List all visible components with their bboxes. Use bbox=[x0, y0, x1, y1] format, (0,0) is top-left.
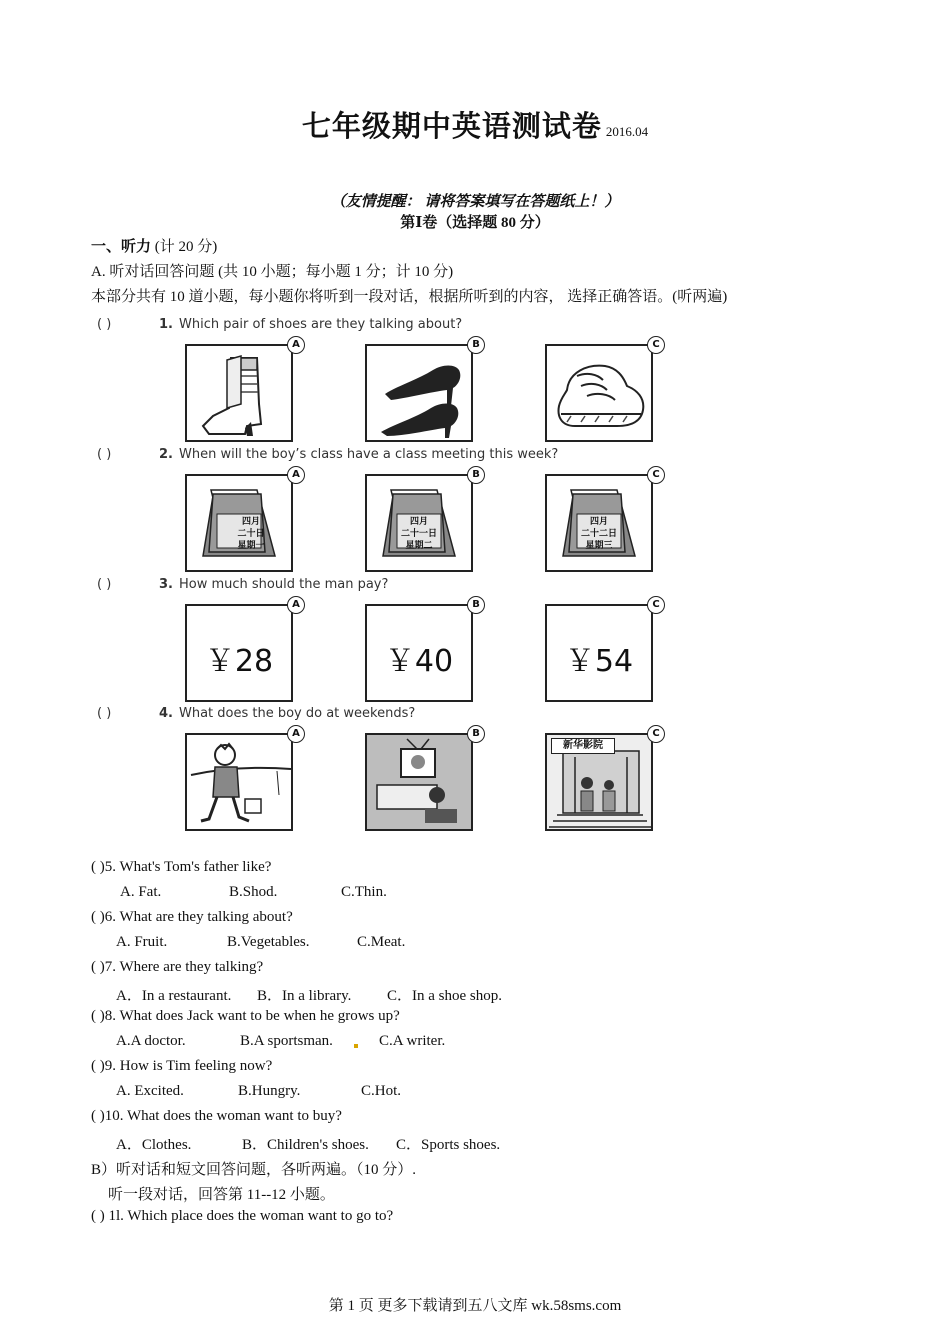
option-label: A bbox=[287, 336, 305, 354]
q7-option-a[interactable]: A．In a restaurant. bbox=[116, 988, 232, 1004]
q9-option-a[interactable]: A. Excited. bbox=[116, 1083, 184, 1099]
option-label: B bbox=[467, 596, 485, 614]
calendar-page bbox=[577, 516, 621, 552]
q7-option-b[interactable]: B．In a library. bbox=[257, 988, 352, 1004]
question-6: ( )6. What are they talking about? bbox=[91, 909, 293, 925]
exam-date: 2016.04 bbox=[605, 124, 649, 139]
q10-option-b[interactable]: B．Children's shoes. bbox=[242, 1137, 369, 1153]
q6-option-a[interactable]: A. Fruit. bbox=[116, 934, 168, 950]
question-10: ( )10. What does the woman want to buy? bbox=[91, 1108, 342, 1124]
option-picture-1b[interactable] bbox=[365, 339, 480, 442]
price-label: ￥54 bbox=[564, 644, 634, 679]
answer-blank[interactable]: ( ) bbox=[97, 706, 112, 721]
option-picture-1c[interactable] bbox=[545, 339, 660, 442]
page-title-line bbox=[0, 104, 950, 145]
calendar-month: 四月 bbox=[241, 517, 260, 527]
question-number: 3. bbox=[159, 577, 173, 592]
calendar-weekday: 星期二 bbox=[405, 541, 433, 551]
stray-dot bbox=[354, 1044, 358, 1048]
high-heels-icon bbox=[367, 346, 471, 440]
picture-question-4 bbox=[97, 706, 415, 721]
option-label: B bbox=[467, 336, 485, 354]
q9-option-b[interactable]: B.Hungry. bbox=[238, 1083, 301, 1099]
calendar-day: 二十日 bbox=[237, 529, 265, 539]
q8-option-c[interactable]: C.A writer. bbox=[379, 1033, 446, 1049]
q10-option-c[interactable]: C．Sports shoes. bbox=[396, 1137, 501, 1153]
picture-question-1 bbox=[97, 317, 462, 332]
answer-blank[interactable]: ( ) bbox=[97, 317, 112, 332]
option-picture-2a[interactable] bbox=[185, 469, 300, 572]
question-number: 2. bbox=[159, 447, 173, 462]
q5-option-c[interactable]: C.Thin. bbox=[341, 884, 387, 900]
answer-blank[interactable]: ( ) bbox=[97, 447, 112, 462]
calendar-day: 二十一日 bbox=[400, 529, 437, 539]
question-11: ( ) 1l. Which place does the woman want to go to? bbox=[91, 1208, 394, 1224]
volume-heading: 第Ⅰ卷（选择题 80 分） bbox=[400, 215, 550, 231]
question-8: ( )8. What does Jack want to be when he grows up? bbox=[91, 1008, 400, 1024]
q6-option-c[interactable]: C.Meat. bbox=[357, 934, 406, 950]
option-picture-4b[interactable] bbox=[365, 728, 480, 831]
question-text: When will the boy’s class have a class meeting this week? bbox=[178, 447, 559, 462]
cinema-sign: 新华影院 bbox=[551, 738, 615, 754]
price-label: ￥28 bbox=[204, 644, 274, 679]
picture-question-3 bbox=[97, 577, 388, 592]
question-number: 4. bbox=[159, 706, 173, 721]
calendar-day: 二十二日 bbox=[580, 529, 617, 539]
calendar-month: 四月 bbox=[409, 517, 428, 527]
option-picture-2c[interactable] bbox=[545, 469, 660, 572]
fishing-boy-icon bbox=[187, 735, 291, 829]
option-label: C bbox=[647, 336, 665, 354]
option-picture-4a[interactable] bbox=[185, 728, 300, 831]
reminder: （友情提醒： 请将答案填写在答题纸上！） bbox=[330, 194, 620, 210]
page-title: 七年级期中英语测试卷 bbox=[301, 109, 602, 143]
part-a-heading: A. 听对话回答问题 (共 10 小题；每小题 1 分；计 10 分) bbox=[91, 264, 454, 280]
question-number: 1. bbox=[159, 317, 173, 332]
option-picture-1a[interactable] bbox=[185, 339, 300, 442]
sneakers-icon bbox=[547, 346, 651, 440]
question-text: What does the boy do at weekends? bbox=[178, 706, 416, 721]
q5-option-a[interactable]: A. Fat. bbox=[120, 884, 162, 900]
part-b-heading: B）听对话和短文回答问题，各听两遍。（10 分）. bbox=[91, 1162, 417, 1178]
q8-option-b[interactable]: B.A sportsman. bbox=[240, 1033, 333, 1049]
q7-option-c[interactable]: C．In a shoe shop. bbox=[387, 988, 502, 1004]
option-label: C bbox=[647, 725, 665, 743]
option-label: C bbox=[647, 466, 665, 484]
question-7: ( )7. Where are they talking? bbox=[91, 959, 264, 975]
section-points: (计 20 分) bbox=[154, 239, 218, 255]
question-text: Which pair of shoes are they talking about? bbox=[178, 317, 463, 332]
part-b-sub: 听一段对话，回答第 11--12 小题。 bbox=[108, 1187, 335, 1203]
price-label: ￥40 bbox=[384, 644, 454, 679]
answer-blank[interactable]: ( ) bbox=[97, 577, 112, 592]
option-picture-2b[interactable] bbox=[365, 469, 480, 572]
q8-option-a[interactable]: A.A doctor. bbox=[116, 1033, 186, 1049]
option-label: B bbox=[467, 466, 485, 484]
option-picture-3c[interactable] bbox=[545, 599, 660, 702]
question-5: ( )5. What's Tom's father like? bbox=[91, 859, 272, 875]
option-label: A bbox=[287, 466, 305, 484]
calendar-weekday: 星期一 bbox=[237, 541, 265, 551]
option-picture-3a[interactable] bbox=[185, 599, 300, 702]
section-heading bbox=[91, 235, 217, 256]
option-label: A bbox=[287, 596, 305, 614]
option-picture-4c[interactable] bbox=[545, 728, 660, 831]
boots-icon bbox=[187, 346, 291, 440]
calendar-weekday: 星期三 bbox=[585, 541, 613, 551]
part-a-instructions: 本部分共有 10 道小题，每小题你将听到一段对话，根据所听到的内容， 选择正确答语。(听两遍) bbox=[91, 289, 728, 305]
page-footer: 第 1 页 更多下载请到五八文库 wk.58sms.com bbox=[328, 1298, 622, 1314]
question-9: ( )9. How is Tim feeling now? bbox=[91, 1058, 273, 1074]
calendar-page bbox=[231, 516, 271, 552]
q6-option-b[interactable]: B.Vegetables. bbox=[227, 934, 310, 950]
picture-question-2 bbox=[97, 447, 558, 462]
calendar-month: 四月 bbox=[589, 517, 608, 527]
section-title: 一、听力 bbox=[91, 239, 152, 255]
option-picture-3b[interactable] bbox=[365, 599, 480, 702]
q9-option-c[interactable]: C.Hot. bbox=[361, 1083, 402, 1099]
question-text: How much should the man pay? bbox=[178, 577, 389, 592]
calendar-page bbox=[397, 516, 441, 552]
q10-option-a[interactable]: A．Clothes. bbox=[116, 1137, 192, 1153]
option-label: C bbox=[647, 596, 665, 614]
option-label: A bbox=[287, 725, 305, 743]
watching-tv-icon bbox=[367, 735, 471, 829]
option-label: B bbox=[467, 725, 485, 743]
q5-option-b[interactable]: B.Shod. bbox=[229, 884, 278, 900]
